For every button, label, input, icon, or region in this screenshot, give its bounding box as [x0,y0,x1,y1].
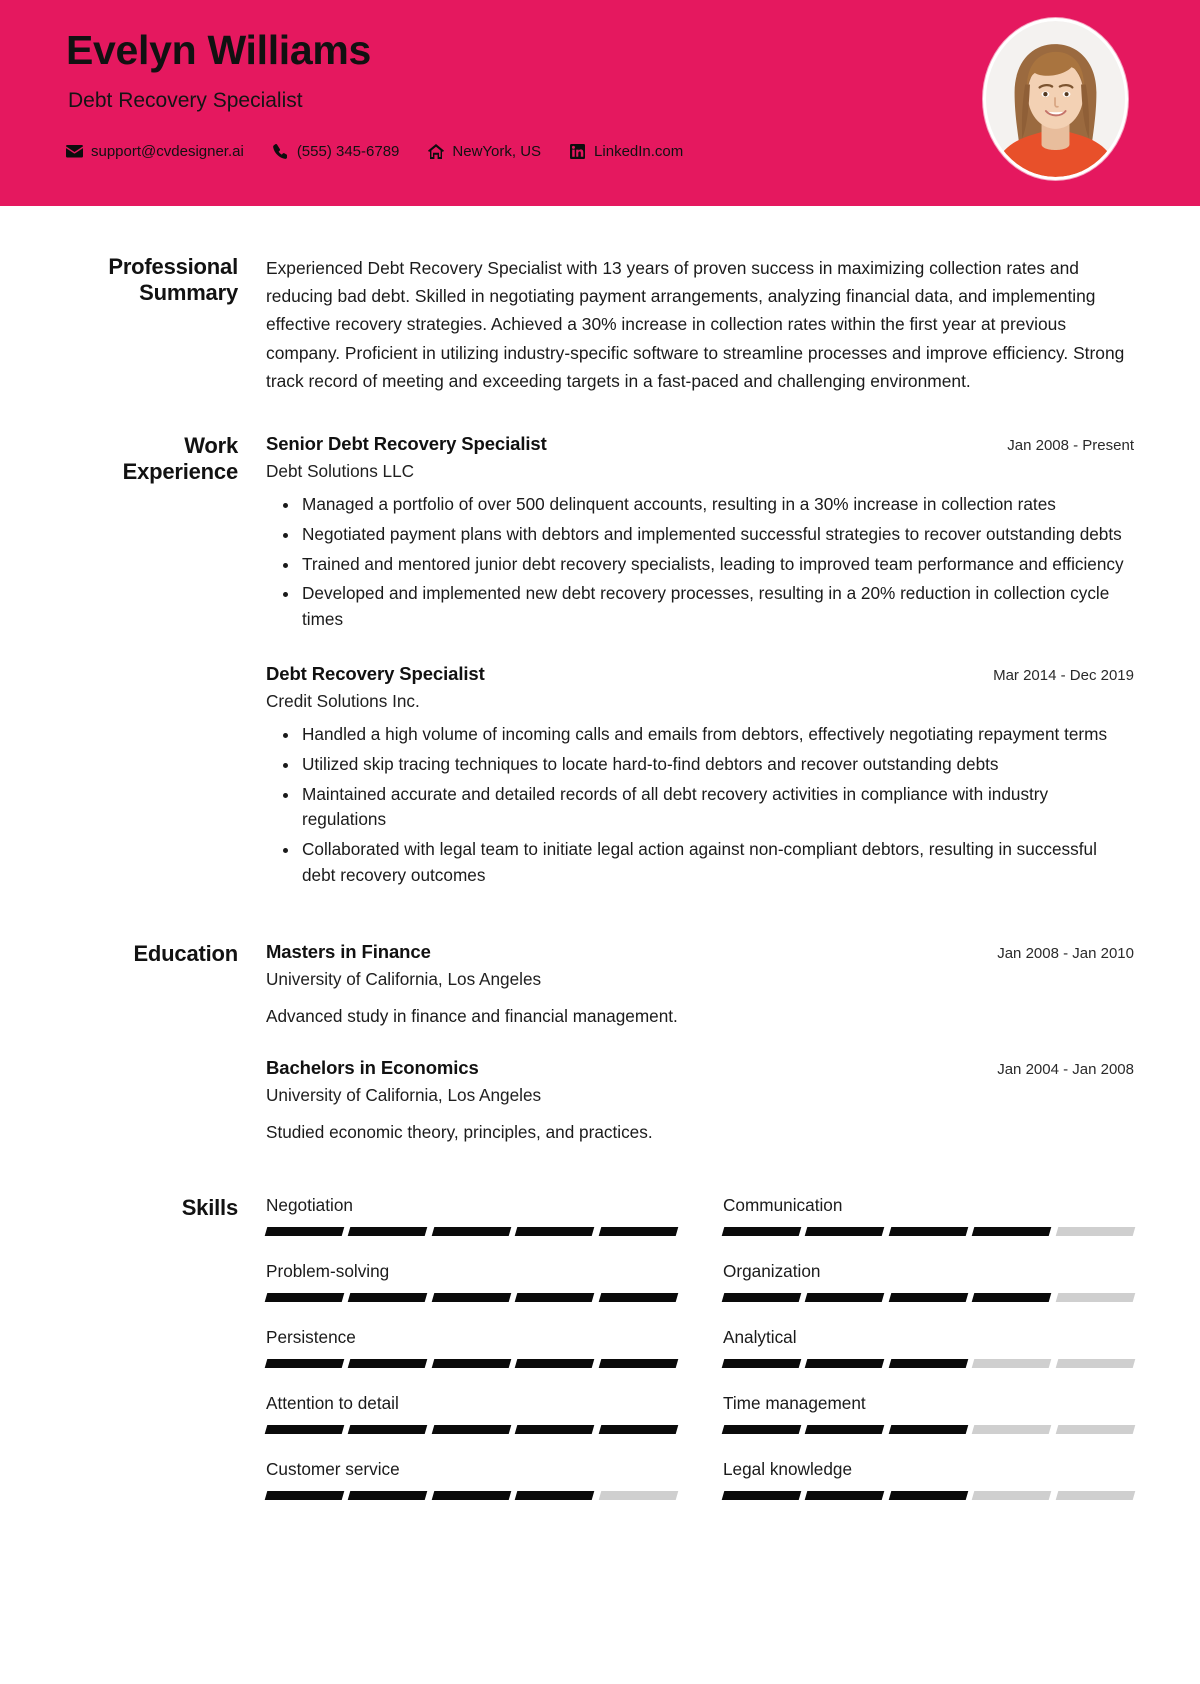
avatar-portrait-icon [986,21,1125,177]
list-item: Maintained accurate and detailed records of all debt recovery activities in compliance with industry regulations [300,782,1134,834]
section-body-work-experience [266,433,1134,895]
skill-level-segment [1055,1293,1135,1302]
skill-level-segment [805,1491,885,1500]
skill-item [723,1393,1134,1459]
skill-level-segment [515,1359,595,1368]
skill-level-segment [265,1425,345,1434]
resume-header [0,0,1200,206]
skill-level-segment [972,1227,1052,1236]
contact-location [427,143,541,160]
work-entry-date: Mar 2014 - Dec 2019 [993,666,1134,684]
skill-level-segment [805,1293,885,1302]
skill-level-bar [723,1293,1134,1302]
skill-level-segment [432,1359,512,1368]
skill-name: Time management [723,1392,866,1413]
skill-item [723,1327,1134,1393]
skill-level-bar [723,1491,1134,1500]
section-work-experience [66,395,1134,895]
education-entry-head [266,1057,1134,1079]
section-body-skills [266,1195,1134,1525]
skill-item [266,1327,677,1393]
skill-level-segment [265,1227,345,1236]
education-description: Advanced study in finance and financial management. [266,1005,678,1026]
skill-level-segment [598,1491,678,1500]
skill-level-segment [889,1227,969,1236]
contact-row [66,143,683,160]
skill-level-segment [348,1491,428,1500]
list-item: Managed a portfolio of over 500 delinquent accounts, resulting in a 30% increase in collection rates [300,492,1134,518]
work-label-line2: Experience [122,458,238,484]
skill-level-segment [515,1227,595,1236]
skill-level-bar [266,1425,677,1434]
work-entry-head [266,663,1134,685]
contact-location-text: NewYork, US [452,143,542,160]
list-item: Negotiated payment plans with debtors and implemented successful strategies to recover outstanding debts [300,522,1134,548]
section-education [66,895,1134,1143]
linkedin-icon [569,144,586,159]
skill-name: Organization [723,1260,821,1281]
list-item: Trained and mentored junior debt recovery specialists, leading to improved team performance and efficiency [300,552,1134,578]
skill-item [266,1261,677,1327]
envelope-icon [66,144,83,159]
skill-level-segment [265,1293,345,1302]
skill-level-segment [722,1293,802,1302]
skill-name: Communication [723,1194,843,1215]
phone-icon [272,144,289,159]
skill-level-segment [432,1227,512,1236]
home-icon [427,144,444,159]
work-entry-date: Jan 2008 - Present [1007,436,1134,454]
skill-level-segment [432,1491,512,1500]
section-skills [66,1143,1134,1569]
summary-text: Experienced Debt Recovery Specialist with 13 years of proven success in maximizing collection rates and reducing bad debt. Skilled in negotiating payment arrangements, analyzing financial data, and implementing effective recovery strategies. Achieved a 30% increase in collection rates within the first year at previous company. Proficient in utilizing industry-specific software to streamline processes and improve efficiency. Strong track record of meeting and exceeding targets in a fast-paced and challenging environment. [266,258,1125,391]
skill-level-segment [432,1293,512,1302]
list-item: Handled a high volume of incoming calls and emails from debtors, effectively negotiating repayment terms [300,722,1134,748]
section-professional-summary [66,206,1134,395]
skill-level-segment [889,1425,969,1434]
skill-level-segment [805,1359,885,1368]
education-school: University of California, Los Angeles [266,1084,542,1105]
education-degree: Bachelors in Economics [266,1056,479,1078]
skill-level-segment [972,1425,1052,1434]
list-item: Developed and implemented new debt recovery processes, resulting in a 20% reduction in collection cycle times [300,581,1134,633]
education-degree: Masters in Finance [266,940,431,962]
skill-level-segment [722,1425,802,1434]
summary-label-line2: Summary [139,279,238,305]
skill-name: Legal knowledge [723,1458,853,1479]
skill-level-segment [515,1293,595,1302]
skill-level-segment [265,1491,345,1500]
contact-linkedin[interactable] [569,143,683,160]
skill-level-segment [598,1359,678,1368]
skill-level-segment [889,1491,969,1500]
skill-level-segment [889,1359,969,1368]
work-entry-company: Debt Solutions LLC [266,460,415,481]
skill-level-bar [723,1359,1134,1368]
contact-linkedin-text: LinkedIn.com [594,143,684,160]
skill-item [723,1195,1134,1261]
summary-label-line1: Professional [108,254,238,279]
work-entry-bullets [266,492,1134,633]
work-entry-title: Senior Debt Recovery Specialist [266,432,547,454]
skill-level-segment [348,1227,428,1236]
skill-level-segment [805,1227,885,1236]
skill-level-segment [598,1293,678,1302]
skill-level-segment [1055,1227,1135,1236]
skill-level-bar [266,1293,677,1302]
skill-item [266,1195,677,1261]
skill-level-segment [348,1425,428,1434]
contact-phone-text: (555) 345-6789 [296,143,400,160]
skill-level-segment [722,1227,802,1236]
education-entry-head [266,941,1134,963]
section-label-skills: Skills [181,1194,238,1220]
skill-level-segment [348,1293,428,1302]
work-entry [266,433,1134,633]
education-entry [266,1057,1134,1143]
skill-level-segment [972,1491,1052,1500]
skill-level-bar [266,1227,677,1236]
skill-name: Persistence [266,1326,356,1347]
skill-level-segment [972,1293,1052,1302]
skill-level-segment [515,1491,595,1500]
work-entry-bullets [266,722,1134,889]
skill-level-segment [722,1359,802,1368]
skill-name: Analytical [723,1326,797,1347]
skill-level-bar [723,1227,1134,1236]
skill-name: Attention to detail [266,1392,399,1413]
skill-level-segment [265,1359,345,1368]
section-body-professional-summary [266,254,1134,395]
work-entry-title: Debt Recovery Specialist [266,662,485,684]
skill-name: Customer service [266,1458,400,1479]
contact-email-text: support@cvdesigner.ai [91,143,244,160]
skills-grid [266,1195,1134,1525]
education-entry [266,941,1134,1027]
work-entry-head [266,433,1134,455]
contact-phone[interactable] [272,143,400,160]
education-date: Jan 2008 - Jan 2010 [997,944,1134,962]
education-date: Jan 2004 - Jan 2008 [997,1060,1134,1078]
avatar [983,18,1128,180]
job-title: Debt Recovery Specialist [68,89,303,112]
skill-level-segment [805,1425,885,1434]
section-label-work-experience [66,433,266,485]
section-label-education: Education [133,940,238,966]
skill-level-segment [348,1359,428,1368]
skill-name: Negotiation [266,1194,353,1215]
work-entry-company: Credit Solutions Inc. [266,690,420,711]
skill-item [723,1459,1134,1525]
skill-item [266,1459,677,1525]
work-label-line1: Work [184,432,238,458]
skill-level-bar [266,1491,677,1500]
skill-level-segment [972,1359,1052,1368]
skill-item [723,1261,1134,1327]
skill-level-bar [723,1425,1134,1434]
resume-content [0,206,1200,1577]
skill-level-segment [598,1227,678,1236]
skill-level-segment [515,1425,595,1434]
section-body-education [266,941,1134,1143]
contact-email[interactable] [66,143,244,160]
skill-level-segment [722,1491,802,1500]
skill-level-segment [1055,1425,1135,1434]
skill-level-bar [266,1359,677,1368]
skill-name: Problem-solving [266,1260,390,1281]
skill-level-segment [1055,1491,1135,1500]
skill-level-segment [1055,1359,1135,1368]
list-item: Collaborated with legal team to initiate legal action against non-compliant debtors, resulting in successful debt recovery outcomes [300,837,1134,889]
education-school: University of California, Los Angeles [266,968,542,989]
skill-level-segment [432,1425,512,1434]
skill-level-segment [889,1293,969,1302]
skill-level-segment [598,1425,678,1434]
section-label-professional-summary [66,254,266,306]
work-entry [266,663,1134,889]
page-title: Evelyn Williams [66,27,372,73]
education-description: Studied economic theory, principles, and practices. [266,1121,653,1142]
list-item: Utilized skip tracing techniques to locate hard-to-find debtors and recover outstanding debts [300,752,1134,778]
skill-item [266,1393,677,1459]
